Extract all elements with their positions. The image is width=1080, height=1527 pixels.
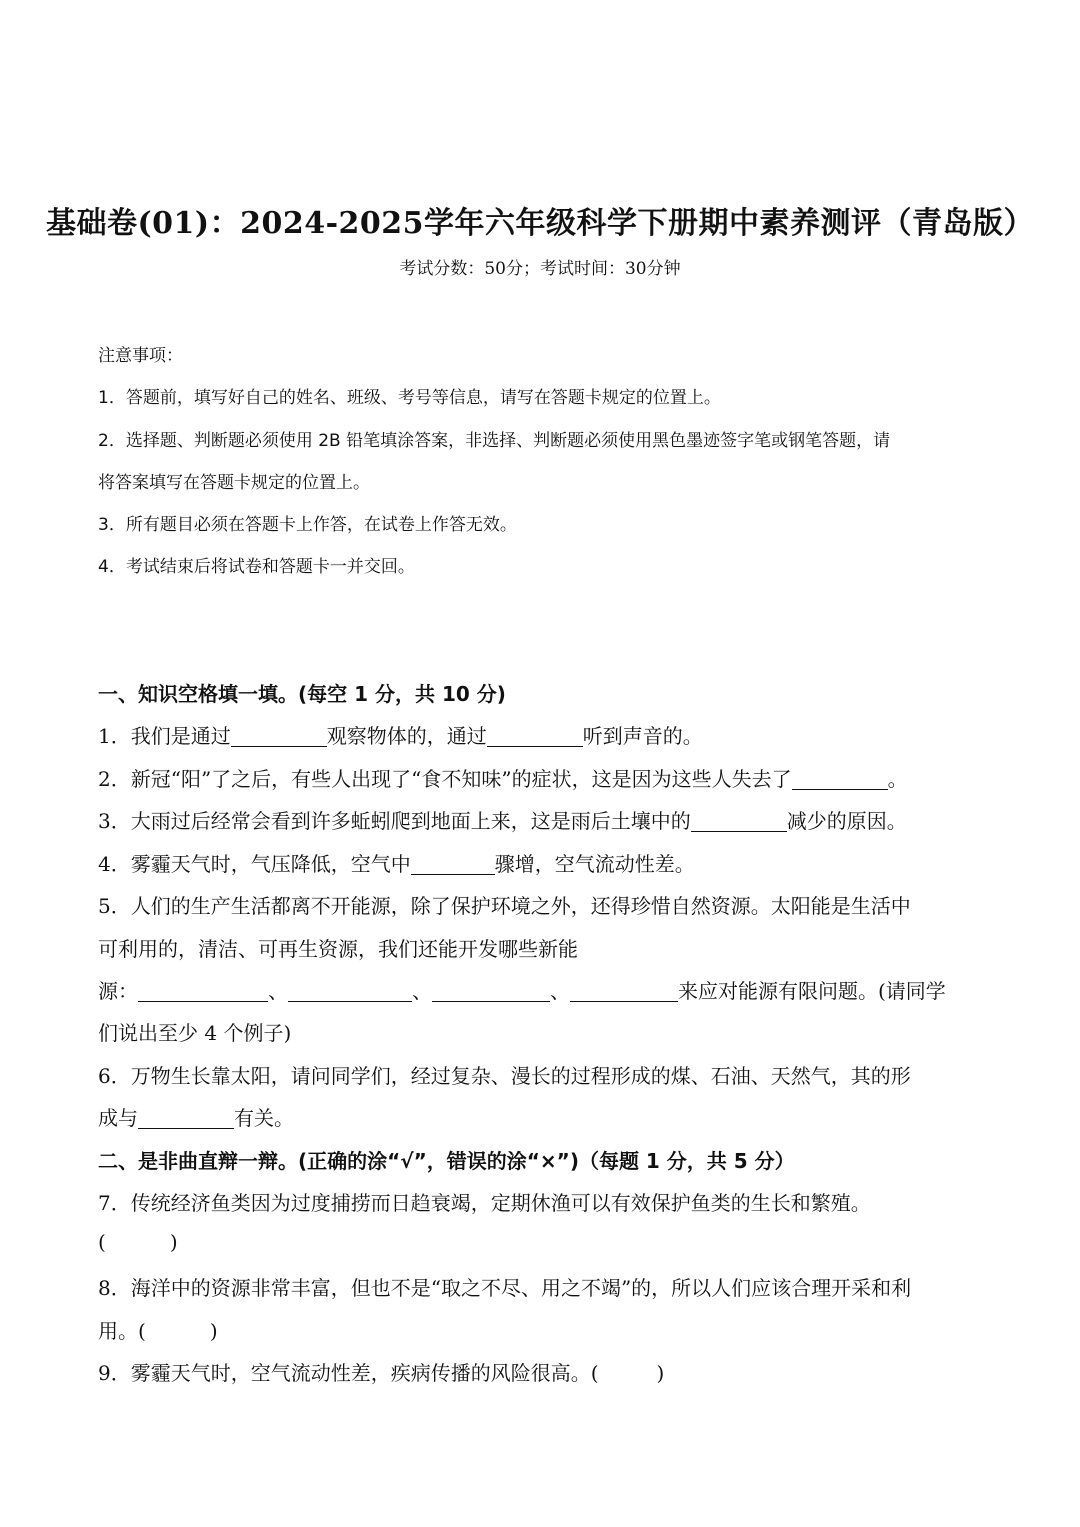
- q4-text-b: 骤增，空气流动性差。: [494, 852, 695, 876]
- paren-open: (: [138, 1319, 146, 1343]
- question-2: [98, 763, 908, 792]
- answer-blank[interactable]: [432, 981, 550, 1002]
- answer-blank[interactable]: [691, 811, 787, 832]
- answer-blank[interactable]: [138, 981, 268, 1002]
- answer-blank[interactable]: [792, 769, 888, 790]
- q5-sep: 、: [412, 979, 432, 1003]
- answer-blank[interactable]: [570, 981, 678, 1002]
- answer-blank[interactable]: [138, 1108, 234, 1129]
- section-2-heading: 二、是非曲直辩一辩。(正确的涂“√”，错误的涂“×”)（每题 1 分，共 5 分）: [98, 1149, 795, 1173]
- answer-blank[interactable]: [288, 981, 412, 1002]
- note-item: 4．考试结束后将试卷和答题卡一并交回。: [98, 557, 415, 577]
- question-7-answer: [98, 1230, 178, 1254]
- question-5-line-3: [98, 975, 946, 1004]
- q6-text-a: 成与: [98, 1106, 138, 1130]
- note-item: 3．所有题目必须在答题卡上作答，在试卷上作答无效。: [98, 515, 517, 535]
- q2-text-b: 。: [887, 767, 908, 791]
- q6-text-b: 有关。: [234, 1106, 294, 1130]
- page-title: 基础卷(01)：2024-2025学年六年级科学下册期中素养测评（青岛版）: [45, 206, 1035, 241]
- answer-blank[interactable]: [487, 726, 583, 747]
- notes-heading: 注意事项：: [98, 346, 183, 366]
- q1-text-a: 1．我们是通过: [98, 724, 231, 748]
- q1-text-b: 观察物体的，通过: [326, 724, 487, 748]
- q5-sep: 、: [268, 979, 288, 1003]
- question-8-line-2: [98, 1315, 218, 1344]
- answer-blank[interactable]: [411, 854, 495, 875]
- q2-text-a: 2．新冠“阳”了之后，有些人出现了“食不知味”的症状，这是因为这些人失去了: [98, 767, 792, 791]
- paren-close: ): [656, 1361, 665, 1385]
- q4-text-a: 4．雾霾天气时，气压降低，空气中: [98, 852, 411, 876]
- question-6-line-2: [98, 1102, 294, 1131]
- question-5-line-2: 可利用的，清洁、可再生资源，我们还能开发哪些新能: [98, 937, 578, 961]
- question-3: [98, 805, 907, 834]
- note-item: 1．答题前，填写好自己的姓名、班级、考号等信息，请写在答题卡规定的位置上。: [98, 388, 721, 408]
- answer-blank[interactable]: [231, 726, 327, 747]
- q8-text: 用。: [98, 1319, 138, 1343]
- q1-text-c: 听到声音的。: [582, 724, 703, 748]
- q3-text-a: 3．大雨过后经常会看到许多蚯蚓爬到地面上来，这是雨后土壤中的: [98, 809, 691, 833]
- note-item: 2．选择题、判断题必须使用 2B 铅笔填涂答案，非选择、判断题必须使用黑色墨迹签字笔或钢笔答题，请: [98, 431, 891, 451]
- paren-open: (: [590, 1361, 599, 1385]
- question-5-line-4: 们说出至少 4 个例子): [98, 1021, 292, 1045]
- question-9: [98, 1357, 664, 1386]
- question-6-line-1: 6．万物生长靠太阳，请问同学们，经过复杂、漫长的过程形成的煤、石油、天然气，其的形: [98, 1064, 911, 1088]
- q3-text-b: 减少的原因。: [786, 809, 907, 833]
- question-1: [98, 720, 703, 749]
- paren-close: ): [209, 1319, 218, 1343]
- q9-text: 9．雾霾天气时，空气流动性差，疾病传播的风险很高。: [98, 1361, 591, 1385]
- question-5-line-1: 5．人们的生产生活都离不开能源，除了保护环境之外，还得珍惜自然资源。太阳能是生活中: [98, 894, 911, 918]
- exam-info: 考试分数：50分；考试时间：30分钟: [399, 259, 681, 279]
- q5-text-b: 来应对能源有限问题。(请同学: [678, 979, 946, 1003]
- question-4: [98, 848, 695, 877]
- section-1-heading: 一、知识空格填一填。(每空 1 分，共 10 分): [98, 682, 506, 706]
- q5-text-a: 源：: [98, 979, 138, 1003]
- question-8-line-1: 8．海洋中的资源非常丰富，但也不是“取之不尽、用之不竭”的，所以人们应该合理开采和利: [98, 1276, 912, 1300]
- q5-sep: 、: [550, 979, 570, 1003]
- paren-close: ): [169, 1230, 178, 1254]
- paren-open: (: [98, 1230, 106, 1254]
- note-item: 将答案填写在答题卡规定的位置上。: [98, 473, 370, 493]
- question-7-line-1: 7．传统经济鱼类因为过度捕捞而日趋衰竭，定期休渔可以有效保护鱼类的生长和繁殖。: [98, 1191, 871, 1215]
